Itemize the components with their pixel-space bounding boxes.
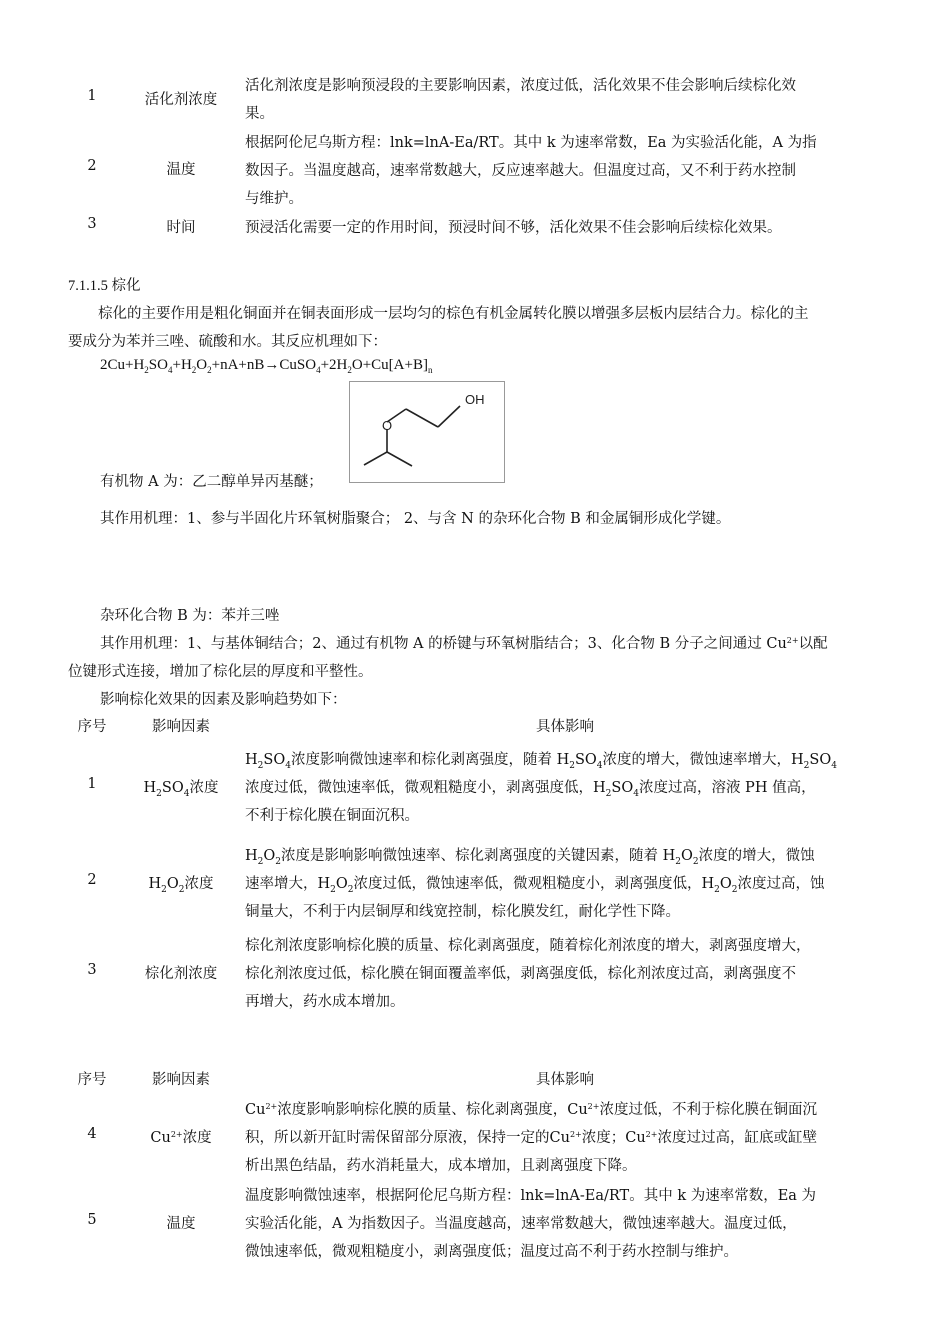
- table2-row3-index: 3: [87, 962, 97, 978]
- intro-line: 要成分为苯并三唑、硫酸和水。其反应机理如下：: [68, 334, 387, 350]
- mechanism-b-line: 位键形式连接，增加了棕化层的厚度和平整性。: [68, 664, 373, 680]
- table1-row3-factor: 时间: [166, 220, 196, 236]
- table3-header-index: 序号: [77, 1072, 107, 1088]
- table2-row2-desc-line: 速率增大，$H_2O_2$浓度过低，微蚀速率低，微观粗糙度小，剥离强度低，$H_2O_2$浓度过高，蚀: [245, 876, 825, 895]
- table1-row1-desc-line: 果。: [245, 106, 274, 122]
- organic-a-label: 有机物 A 为：乙二醇单异丙基醚；: [100, 474, 323, 490]
- table2-header-detail: 具体影响: [536, 719, 594, 735]
- table1-row2-desc-line: 与维护。: [245, 191, 303, 207]
- table3-row4-desc-line: 积，所以新开缸时需保留部分原液，保持一定的$Cu^{2+}$浓度；$Cu^{2+}$浓度过过高，缸底或缸壁: [245, 1130, 817, 1146]
- table1-row3-index: 3: [87, 216, 97, 232]
- table1-row3-desc-line: 预浸活化需要一定的作用时间，预浸时间不够，活化效果不佳会影响后续棕化效果。: [245, 220, 782, 236]
- table3-row5-index: 5: [87, 1212, 97, 1228]
- table2-row2-desc-line: $H_2O_2$浓度是影响影响微蚀速率、棕化剥离强度的关键因素，随着 $H_2O_2$浓度的增大，微蚀: [245, 848, 815, 867]
- table1-row2-factor: 温度: [166, 162, 196, 178]
- table3-header-detail: 具体影响: [536, 1072, 594, 1088]
- section-heading: 7.1.1.5 棕化: [68, 278, 141, 294]
- molecule-structure-image: [349, 381, 505, 483]
- table2-row2-desc-line: 铜量大，不利于内层铜厚和线宽控制，棕化膜发红，耐化学性下降。: [245, 904, 680, 920]
- table2-row2-index: 2: [87, 872, 97, 888]
- table1-row2-index: 2: [87, 158, 97, 174]
- factors-intro: 影响棕化效果的因素及影响趋势如下：: [100, 692, 347, 708]
- table2-row1-desc-line: $H_2SO_4$浓度影响微蚀速率和棕化剥离强度，随着 $H_2SO_4$浓度的增大，微蚀速率增大，$H_2SO_4$: [245, 752, 837, 771]
- table1-row1-factor: 活化剂浓度: [144, 92, 218, 108]
- table3-header-factor: 影响因素: [152, 1072, 210, 1088]
- table2-row1-desc-line: 不利于棕化膜在铜面沉积。: [245, 808, 419, 824]
- table2-row1-factor: $H_2SO_4$浓度: [143, 780, 219, 799]
- table3-row5-desc-line: 实验活化能，A 为指数因子。当温度越高，速率常数越大，微蚀速率越大。温度过低，: [245, 1216, 797, 1232]
- table2-row3-desc-line: 棕化剂浓度影响棕化膜的质量、棕化剥离强度，随着棕化剂浓度的增大，剥离强度增大，: [245, 938, 811, 954]
- table1-row2-desc-line: 数因子。当温度越高，速率常数越大，反应速率越大。但温度过高，又不利于药水控制: [245, 163, 796, 179]
- table3-row4-factor: $Cu^{2+}$浓度: [150, 1130, 212, 1146]
- table2-row2-factor: $H_2O_2$浓度: [148, 876, 214, 895]
- molecule-structure-drawing: [350, 382, 504, 482]
- table1-row1-index: 1: [87, 88, 97, 104]
- table2-row1-desc-line: 浓度过低，微蚀速率低，微观粗糙度小，剥离强度低，$H_2SO_4$浓度过高，溶液 PH 值高，: [245, 780, 816, 799]
- table3-row5-desc-line: 微蚀速率低，微观粗糙度小，剥离强度低；温度过高不利于药水控制与维护。: [245, 1244, 738, 1260]
- table2-row1-index: 1: [87, 776, 97, 792]
- table3-row4-desc-line: $Cu^{2+}$浓度影响影响棕化膜的质量、棕化剥离强度，$Cu^{2+}$浓度过低，不利于棕化膜在铜面沉: [245, 1102, 817, 1118]
- mechanism-b-line: 其作用机理：1、与基体铜结合；2、通过有机物 A 的桥键与环氧树脂结合；3、化合物 B 分子之间通过 $Cu^{2+}$以配: [100, 636, 828, 652]
- molecule-o-label: O: [382, 418, 393, 433]
- compound-b-label: 杂环化合物 B 为：苯并三唑: [100, 608, 280, 624]
- table1-row1-desc-line: 活化剂浓度是影响预浸段的主要影响因素，浓度过低，活化效果不佳会影响后续棕化效: [245, 78, 796, 94]
- table2-row3-factor: 棕化剂浓度: [144, 966, 218, 982]
- table3-row5-desc-line: 温度影响微蚀速率，根据阿伦尼乌斯方程：lnk=lnA-Ea/RT。其中 k 为速率常数，Ea 为: [245, 1188, 817, 1204]
- table2-row3-desc-line: 棕化剂浓度过低，棕化膜在铜面覆盖率低，剥离强度低，棕化剂浓度过高，剥离强度不: [245, 966, 796, 982]
- reaction-equation: $2Cu+H_2SO_4+H_2O_2+nA+nB\to CuSO_4+2H_2O+Cu[A+B]_n$: [100, 357, 433, 375]
- table3-row4-desc-line: 析出黑色结晶，药水消耗量大，成本增加，且剥离强度下降。: [245, 1158, 637, 1174]
- table3-row4-index: 4: [87, 1126, 97, 1142]
- table2-header-index: 序号: [77, 719, 107, 735]
- table2-row3-desc-line: 再增大，药水成本增加。: [245, 994, 405, 1010]
- table1-row2-desc-line: 根据阿伦尼乌斯方程：lnk=lnA-Ea/RT。其中 k 为速率常数，Ea 为实验活化能，A 为指: [245, 135, 817, 151]
- mechanism-a: 其作用机理：1、参与半固化片环氧树脂聚合； 2、与含 N 的杂环化合物 B 和金属铜形成化学键。: [100, 511, 731, 527]
- table3-row5-factor: 温度: [166, 1216, 196, 1232]
- intro-line: 棕化的主要作用是粗化铜面并在铜表面形成一层均匀的棕色有机金属转化膜以增强多层板内层结合力。棕化的主: [98, 306, 809, 322]
- table2-header-factor: 影响因素: [152, 719, 210, 735]
- molecule-oh-label: OH: [465, 392, 485, 407]
